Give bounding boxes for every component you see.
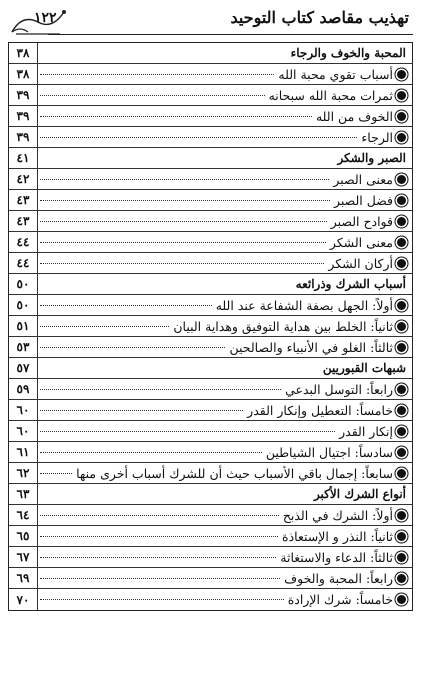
- toc-entry: [37, 547, 412, 567]
- bullet-icon: [397, 322, 406, 331]
- dot-leader: [40, 389, 281, 390]
- toc-entry-label: إنكار القدر: [339, 423, 393, 439]
- bullet-icon: [397, 511, 406, 520]
- bullet-icon: [397, 595, 406, 604]
- dot-leader: [40, 200, 330, 201]
- toc-entry: [37, 568, 412, 588]
- toc-item-row: [9, 337, 412, 358]
- toc-page-number: ٤٣: [16, 214, 30, 228]
- running-title: تهذيب مقاصد كتاب التوحيد: [230, 8, 409, 27]
- toc-entry: [37, 463, 412, 483]
- dot-leader: [40, 116, 312, 117]
- bullet-icon: [397, 553, 406, 562]
- toc-page-number: ٦٠: [16, 403, 30, 417]
- dot-leader: [40, 242, 326, 243]
- toc-entry-label: خامساً: شرك الإرادة: [287, 592, 393, 607]
- bullet-icon: [397, 70, 406, 79]
- toc-entry-label: الصبر والشكر: [337, 151, 406, 165]
- toc-table: [8, 42, 413, 611]
- bullet-icon: [397, 532, 406, 541]
- bullet-icon: [397, 574, 406, 583]
- dot-leader: [40, 74, 274, 75]
- toc-entry-label: أسباب تقوي محبة الله: [278, 66, 393, 82]
- toc-entry: [37, 589, 412, 610]
- toc-entry: [37, 127, 412, 147]
- bullet-icon: [397, 196, 406, 205]
- toc-entry: [37, 442, 412, 462]
- toc-section-row: [9, 148, 412, 169]
- toc-entry-label: أسباب الشرك وذرائعه: [295, 277, 406, 291]
- toc-entry-label: ثمرات محبة الله سبحانه: [268, 87, 393, 103]
- toc-page-number: ٣٨: [16, 67, 30, 81]
- toc-entry: [37, 190, 412, 210]
- bullet-icon: [397, 112, 406, 121]
- toc-page-number: ٥٠: [16, 298, 30, 312]
- toc-page-number: ٦٥: [16, 529, 30, 543]
- toc-entry-label: الخوف من الله: [315, 108, 393, 124]
- dot-leader: [40, 305, 212, 306]
- toc-item-row: [9, 316, 412, 337]
- toc-entry: [37, 421, 412, 441]
- bullet-icon: [397, 427, 406, 436]
- toc-item-row: [9, 442, 412, 463]
- toc-page-number: ٥٩: [16, 382, 30, 396]
- toc-entry: [37, 169, 412, 189]
- toc-entry: [37, 85, 412, 105]
- toc-entry: [37, 295, 412, 315]
- bullet-icon: [397, 385, 406, 394]
- toc-entry: [37, 253, 412, 273]
- toc-entry-label: شبهات القبوريين: [322, 361, 406, 375]
- toc-item-row: [9, 400, 412, 421]
- dot-leader: [40, 221, 327, 222]
- dot-leader: [40, 95, 265, 96]
- bullet-icon: [397, 448, 406, 457]
- toc-page-number: ٦٠: [16, 424, 30, 438]
- toc-item-row: [9, 295, 412, 316]
- dot-leader: [40, 452, 262, 453]
- toc-page-number: ٤٤: [16, 256, 30, 270]
- toc-page-number: ٦٧: [16, 550, 30, 564]
- dot-leader: [40, 557, 276, 558]
- toc-page-number: ٣٨: [16, 46, 30, 60]
- toc-entry: [37, 358, 412, 378]
- toc-page-number: ٤٣: [16, 193, 30, 207]
- toc-entry: [37, 316, 412, 336]
- toc-entry: [37, 337, 412, 357]
- dot-leader: [40, 473, 72, 474]
- toc-entry: [37, 148, 412, 168]
- toc-item-row: [9, 421, 412, 442]
- toc-item-row: [9, 505, 412, 526]
- toc-entry: [37, 64, 412, 84]
- toc-item-row: [9, 379, 412, 400]
- toc-section-row: [9, 274, 412, 295]
- toc-page-number: ٣٩: [16, 109, 30, 123]
- page-number: ١٢٢: [34, 10, 57, 26]
- toc-entry: [37, 211, 412, 231]
- header-rule: [48, 34, 413, 35]
- dot-leader: [40, 536, 278, 537]
- toc-entry-label: رابعاً: المحبة والخوف: [284, 570, 393, 586]
- toc-page-number: ٦١: [16, 445, 30, 459]
- toc-item-row: [9, 232, 412, 253]
- toc-section-row: [9, 358, 412, 379]
- toc-entry-label: معنى الشكر: [329, 234, 393, 250]
- dot-leader: [40, 599, 284, 600]
- bullet-icon: [397, 406, 406, 415]
- toc-page-number: ٤٢: [16, 172, 30, 186]
- bullet-icon: [397, 259, 406, 268]
- toc-entry-label: معنى الصبر: [333, 171, 393, 187]
- toc-page-number: ٧٠: [16, 592, 30, 607]
- toc-page-number: ٥٧: [16, 361, 30, 375]
- toc-item-row: [9, 253, 412, 274]
- toc-item-row: [9, 463, 412, 484]
- toc-entry-label: فضل الصبر: [333, 192, 393, 208]
- toc-entry: [37, 484, 412, 504]
- toc-item-row: [9, 568, 412, 589]
- toc-item-row: [9, 106, 412, 127]
- dot-leader: [40, 137, 357, 138]
- toc-entry-label: أولاً: الجهل بصفة الشفاعة عند الله: [215, 297, 393, 313]
- toc-entry-label: أولاً: الشرك في الذبح: [282, 507, 393, 523]
- toc-item-row: [9, 127, 412, 148]
- toc-entry-label: ثانياً: النذر و الإستعاذة: [282, 528, 393, 544]
- toc-page-number: ٥٣: [16, 340, 30, 354]
- toc-page-number: ٣٩: [16, 130, 30, 144]
- toc-item-row: [9, 85, 412, 106]
- toc-page-number: ٦٩: [16, 571, 30, 585]
- toc-entry-label: أركان الشكر: [328, 255, 393, 271]
- dot-leader: [40, 578, 280, 579]
- toc-page-number: ٦٣: [16, 487, 30, 501]
- bullet-icon: [397, 343, 406, 352]
- toc-entry: [37, 232, 412, 252]
- bullet-icon: [397, 238, 406, 247]
- toc-entry: [37, 43, 412, 63]
- toc-page-number: ٣٩: [16, 88, 30, 102]
- toc-entry: [37, 505, 412, 525]
- dot-leader: [40, 347, 225, 348]
- dot-leader: [40, 515, 279, 516]
- toc-entry-label: خامساً: التعطيل وإنكار القدر: [247, 402, 393, 418]
- toc-item-row: [9, 64, 412, 85]
- toc-page-number: ٤١: [16, 151, 30, 165]
- toc-page-number: ٦٤: [16, 508, 30, 522]
- toc-page-number: ٦٢: [16, 466, 30, 480]
- toc-entry-label: ثانياً: الخلط بين هداية التوفيق وهداية البيان: [173, 318, 393, 334]
- bullet-icon: [397, 301, 406, 310]
- toc-entry-label: ثالثاً: الغلو في الأنبياء والصالحين: [229, 339, 393, 355]
- toc-entry-label: رابعاً: التوسل البدعي: [285, 381, 393, 397]
- toc-entry: [37, 400, 412, 420]
- toc-entry-label: المحبة والخوف والرجاء: [290, 46, 406, 60]
- toc-entry: [37, 106, 412, 126]
- toc-item-row: [9, 169, 412, 190]
- toc-entry: [37, 274, 412, 294]
- dot-leader: [40, 410, 243, 411]
- dot-leader: [40, 431, 335, 432]
- bullet-icon: [397, 175, 406, 184]
- toc-entry-label: أنواع الشرك الأكبر: [313, 487, 406, 501]
- toc-entry-label: الرجاء: [361, 129, 393, 145]
- toc-item-row: [9, 526, 412, 547]
- bullet-icon: [397, 133, 406, 142]
- toc-page-number: ٥٠: [16, 277, 30, 291]
- toc-item-row: [9, 190, 412, 211]
- bullet-icon: [397, 469, 406, 478]
- toc-page-number: ٥١: [16, 319, 30, 333]
- dot-leader: [40, 263, 324, 264]
- toc-entry-label: سادساً: اجتيال الشياطين: [265, 444, 393, 460]
- toc-entry-label: ثالثاً: الدعاء والاستغاثة: [280, 549, 393, 565]
- toc-entry-label: سابعاً: إجمال باقي الأسباب حيث أن للشرك أسباب أخرى منها: [76, 465, 393, 481]
- toc-entry: [37, 526, 412, 546]
- dot-leader: [40, 179, 329, 180]
- bullet-icon: [397, 217, 406, 226]
- toc-page-number: ٤٤: [16, 235, 30, 249]
- dot-leader: [40, 326, 169, 327]
- toc-item-row: [9, 211, 412, 232]
- toc-section-row: [9, 484, 412, 505]
- toc-entry: [37, 379, 412, 399]
- toc-item-row: [9, 589, 412, 610]
- page-header: [8, 4, 413, 40]
- toc-section-row: [9, 43, 412, 64]
- bullet-icon: [397, 91, 406, 100]
- toc-entry-label: قوادح الصبر: [330, 213, 393, 229]
- toc-item-row: [9, 547, 412, 568]
